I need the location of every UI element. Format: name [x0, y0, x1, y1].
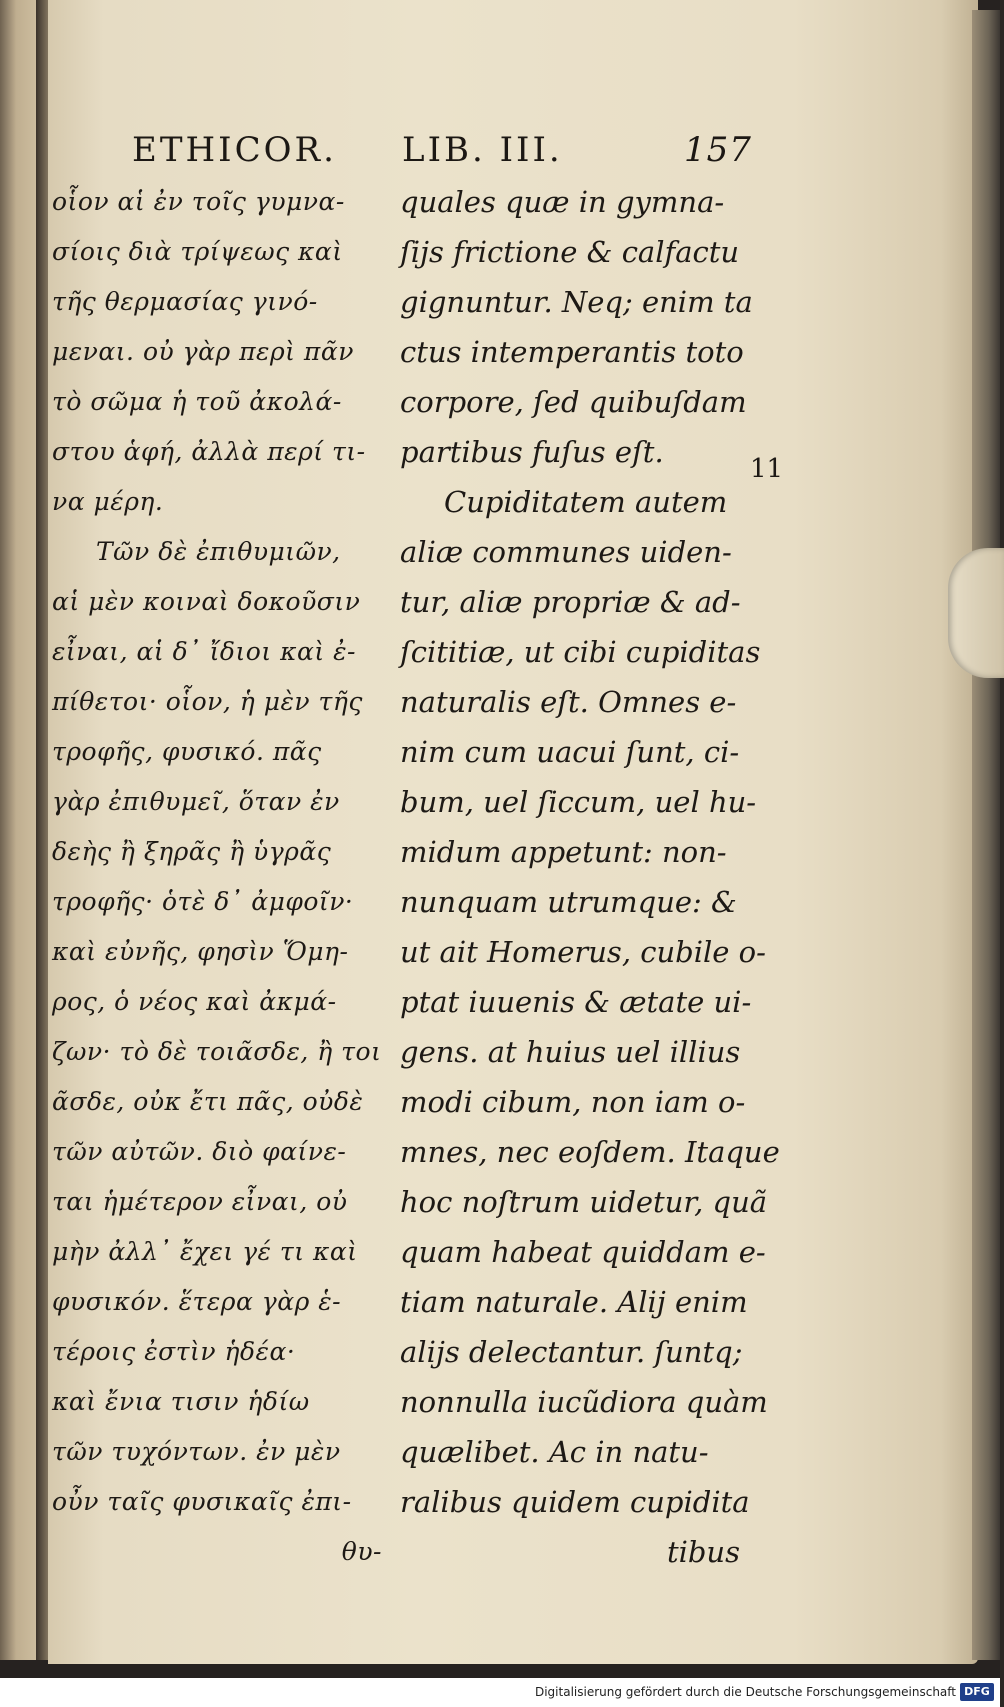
greek-text-line: καὶ ἔνια τισιν ἡδίω: [52, 1387, 310, 1416]
previous-page-edge: [0, 0, 36, 1660]
greek-text-line: τῆς θερμασίας γινό-: [52, 287, 318, 316]
latin-text-line: modi cibum, non iam o-: [400, 1085, 746, 1119]
latin-text-line: ralibus quidem cupidita: [400, 1485, 750, 1519]
greek-text-line: ται ἡμέτερον εἶναι, οὐ: [52, 1187, 348, 1216]
greek-text-line: Τῶν δὲ ἐπιθυμιῶν,: [96, 537, 341, 566]
latin-text-line: tibus: [666, 1535, 740, 1569]
greek-text-line: γὰρ ἐπιθυμεῖ, ὅταν ἐν: [52, 787, 340, 816]
latin-text-line: Cupiditatem autem: [444, 485, 728, 519]
greek-text-line: φυσικόν. ἕτερα γὰρ ἑ-: [52, 1287, 342, 1316]
greek-text-line: τὸ σῶμα ἡ τοῦ ἀκολά-: [52, 387, 342, 416]
latin-text-line: tiam naturale. Alij enim: [400, 1285, 748, 1319]
greek-text-line: θυ-: [341, 1537, 382, 1566]
greek-text-line: ζων· τὸ δὲ τοιᾶσδε, ἢ τοι: [52, 1037, 382, 1066]
page-number: 157: [684, 130, 752, 170]
latin-text-line: gens. at huius uel illius: [400, 1035, 741, 1069]
greek-text-line: τροφῆς· ὁτὲ δ᾽ ἀμφοῖν·: [52, 887, 354, 916]
latin-text-line: aliæ communes uiden-: [400, 535, 732, 569]
funding-credit: Digitalisierung gefördert durch die Deutsche Forschungsgemeinschaft: [534, 1685, 956, 1699]
latin-text-line: alijs delectantur. ſuntq;: [400, 1335, 743, 1369]
greek-text-line: αἱ μὲν κοιναὶ δοκοῦσιν: [52, 587, 361, 616]
dfg-logo: DFG: [960, 1683, 994, 1701]
greek-text-line: μὴν ἀλλ᾽ ἔχει γέ τι καὶ: [52, 1237, 358, 1266]
greek-text-line: ρος, ὁ νέος καὶ ἀκμά-: [52, 987, 337, 1016]
greek-text-line: πίθετοι· οἷον, ἡ μὲν τῆς: [52, 687, 363, 716]
latin-text-line: gignuntur. Neq; enim ta: [400, 285, 753, 319]
latin-text-line: midum appetunt: non-: [400, 835, 727, 869]
latin-text-line: nunquam utrumque: &: [400, 885, 737, 919]
latin-text-line: ſcititiæ, ut cibi cupiditas: [400, 635, 761, 669]
greek-text-line: τῶν αὐτῶν. διὸ φαίνε-: [52, 1137, 347, 1166]
greek-text-line: τέροις ἐστὶν ἡδέα·: [52, 1337, 296, 1366]
latin-text-line: quales quæ in gymna-: [400, 185, 725, 219]
latin-text-line: naturalis eſt. Omnes e-: [400, 685, 737, 719]
latin-text-line: partibus fuſus eſt.: [400, 435, 664, 469]
latin-text-line: nonnulla iucũdiora quàm: [400, 1385, 768, 1419]
greek-text-line: δεὴς ἢ ξηρᾶς ἢ ὑγρᾶς: [52, 837, 332, 866]
latin-text-line: bum, uel ſiccum, uel hu-: [400, 785, 757, 819]
page-fore-edge: [972, 10, 1000, 1660]
latin-text-line: hoc noſtrum uidetur, quã: [400, 1185, 768, 1219]
greek-text-line: οἷον αἱ ἐν τοῖς γυμνα-: [52, 187, 345, 216]
greek-text-line: να μέρη.: [52, 487, 164, 516]
greek-text-line: τροφῆς, φυσικό. πᾶς: [52, 737, 322, 766]
latin-text-line: quælibet. Ac in natu-: [400, 1435, 709, 1469]
greek-text-line: στου ἁφή, ἀλλὰ περί τι-: [52, 437, 366, 466]
latin-text-line: ptat iuuenis & ætate ui-: [400, 985, 752, 1019]
latin-text-line: tur, aliæ propriæ & ad-: [400, 585, 741, 619]
page-tab: [948, 548, 1004, 678]
latin-text-line: corpore, ſed quibuſdam: [400, 385, 747, 419]
latin-text-line: quam habeat quiddam e-: [400, 1235, 766, 1269]
greek-text-line: σίοις διὰ τρίψεως καὶ: [52, 237, 343, 266]
marginal-section-number: 11: [750, 454, 784, 484]
greek-text-line: εἶναι, αἱ δ᾽ ἴδιοι καὶ ἐ-: [52, 637, 356, 666]
greek-text-line: τῶν τυχόντων. ἐν μὲν: [52, 1437, 341, 1466]
latin-text-line: ut ait Homerus, cubile o-: [400, 935, 766, 969]
running-head-book: LIB. III.: [402, 130, 563, 170]
latin-text-line: ctus intemperantis toto: [400, 335, 744, 369]
running-head-title: ETHICOR.: [132, 130, 337, 170]
greek-text-column: [52, 177, 382, 1577]
greek-text-line: καὶ εὐνῆς, φησὶν Ὅμη-: [52, 937, 349, 966]
greek-text-line: μεναι. οὐ γὰρ περὶ πᾶν: [52, 337, 354, 366]
digitization-footer: [0, 1678, 1000, 1707]
latin-text-line: nim cum uacui ſunt, ci-: [400, 735, 740, 769]
greek-text-line: οὖν ταῖς φυσικαῖς ἐπι-: [52, 1487, 352, 1516]
latin-text-line: ſijs frictione & calfactu: [400, 235, 740, 269]
latin-text-line: mnes, nec eoſdem. Itaque: [400, 1135, 780, 1169]
greek-text-line: ᾶσδε, οὐκ ἔτι πᾶς, οὐδὲ: [52, 1087, 364, 1116]
